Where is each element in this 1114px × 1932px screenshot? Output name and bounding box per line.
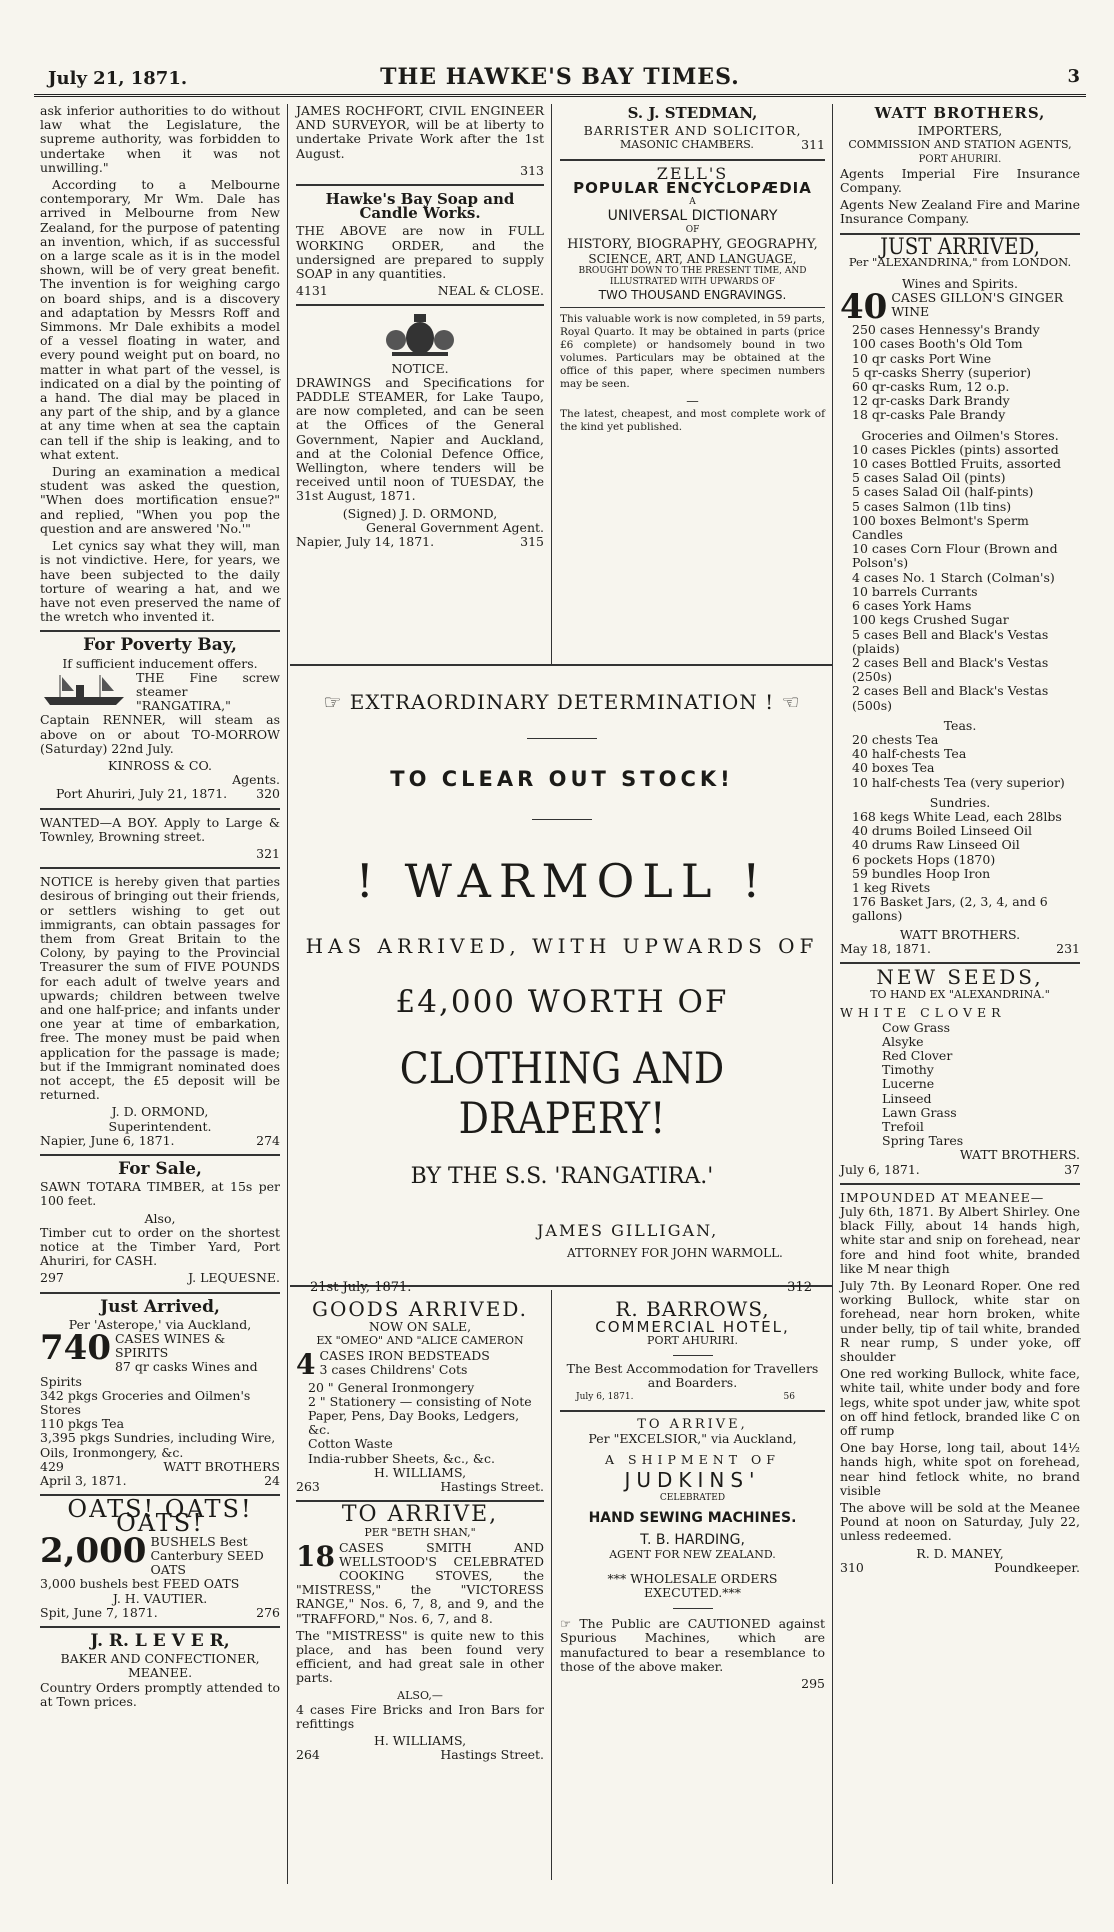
pointing-hand-icon: ☜ — [774, 690, 801, 714]
ad-signature: J. H. VAUTIER. — [112, 1590, 208, 1606]
ad-number: 313 — [520, 162, 544, 178]
ad-title: HAND SEWING MACHINES. — [588, 1510, 797, 1527]
ad-number: 315 — [520, 534, 544, 550]
list-item: 60 qr-casks Rum, 12 o.p. — [852, 379, 1010, 395]
ad-title: HISTORY, BIOGRAPHY, GEOGRAPHY, — [567, 236, 818, 252]
ad-signature: Poundkeeper. — [994, 1559, 1080, 1575]
ad-line: 342 pkgs Groceries and Oilmen's Stores — [40, 1387, 251, 1418]
list-item: 168 kegs White Lead, each 28lbs — [852, 808, 1062, 824]
ad-headline: HAS ARRIVED, WITH UPWARDS OF — [305, 934, 819, 958]
article-text: ask inferior authorities to do without law what the Legislature, the supreme authority, was forbidden to undertake when it was not unwilling." — [40, 103, 280, 175]
section-rule — [290, 664, 832, 666]
section-heading: Wines and Spirits. — [902, 276, 1018, 292]
ad-text: DRAWINGS and Specifications for PADDLE STEAMER, for Lake Taupo, are now completed, and can be seen at the Offices of the General Government, Napier and Auckland, and at the Colonial Defence Office, Wellington, where tenders will be received until noon of TUESDAY, the 31st August, 1871. — [296, 374, 544, 504]
list-item: Lucerne — [882, 1076, 935, 1092]
ad-date: July 6, 1871. — [840, 1161, 920, 1177]
royal-crest-icon — [380, 312, 460, 358]
ad-signature: J. LEQUESNE. — [188, 1270, 280, 1286]
list-item: 12 qr-casks Dark Brandy — [852, 393, 1010, 409]
ad-signature: Agents. — [232, 772, 280, 788]
ad-line: India-rubber Sheets, &c., &c. — [308, 1450, 495, 1466]
ad-text: A — [689, 197, 696, 208]
ad-number: 263 — [296, 1479, 320, 1495]
page-number: 3 — [1067, 66, 1080, 87]
ad-line: CASES GILLON'S GINGER WINE — [891, 290, 1064, 320]
ad-title: UNIVERSAL DICTIONARY — [607, 208, 778, 225]
ad-big-number: 40 — [840, 287, 888, 328]
ad-line: 3,000 bushels best FEED OATS — [40, 1576, 240, 1592]
list-item: Linseed — [882, 1090, 932, 1106]
ad-date: Napier, July 14, 1871. — [296, 534, 435, 550]
list-item: 5 cases Salad Oil (half-pints) — [852, 484, 1034, 500]
ad-signature: H. WILLIAMS, — [373, 1464, 467, 1480]
pointing-hand-icon: ☞ — [560, 1616, 580, 1632]
ad-line: 3 cases Childrens' Cots — [319, 1361, 468, 1377]
ad-text: ALSO,— — [397, 1688, 443, 1702]
ad-title: For Sale, — [118, 1159, 202, 1180]
ad-address: PORT AHURIRI. — [918, 153, 1002, 165]
list-item: Trefoil — [882, 1119, 924, 1134]
list-item: 10 cases Pickles (pints) assorted — [852, 441, 1059, 457]
list-item: 250 cases Hennessy's Brandy — [852, 322, 1040, 338]
ad-number: 310 — [840, 1559, 864, 1575]
column-3-bottom — [560, 1298, 825, 1691]
groceries-list — [840, 443, 1080, 713]
ad-date: 21st July, 1871. — [310, 1280, 412, 1295]
ad-text: July 7th. By Leonard Roper. One red working Bullock, white star on forehead, near horn broken, white under belly, tip of tail white, branded R near rump, S under yoke, off shoulder — [840, 1278, 1080, 1365]
list-item: 10 qr casks Port Wine — [852, 350, 992, 366]
ad-address: Hastings Street. — [440, 1479, 544, 1495]
ad-date: Spit, June 7, 1871. — [40, 1604, 158, 1620]
section-heading: Sundries. — [929, 794, 991, 810]
list-item: 40 half-chests Tea — [852, 746, 967, 762]
ad-number: 274 — [256, 1132, 280, 1148]
list-item: Timothy — [882, 1062, 934, 1078]
column-divider — [551, 104, 552, 664]
ad-text: WANTED—A BOY. Apply to Large & Townley, Browning street. — [40, 814, 280, 844]
ad-text: CASES SMITH AND WELLSTOOD'S CELEBRATED COOKING STOVES, the "MISTRESS," the "VICTORESS RANGE," Nos. 6, 7, 8, and 9, and the "TRAFFORD," Nos. 6, 7, and 8. — [296, 1539, 544, 1626]
ad-text: JAMES ROCHFORT, CIVIL ENGINEER AND SURVEYOR, will be at liberty to undertake Private Work after the 1st August. — [296, 103, 544, 161]
ad-line: 110 pkgs Tea — [40, 1416, 125, 1432]
ad-date: May 18, 1871. — [840, 940, 931, 956]
ad-title: OATS! OATS! OATS! — [67, 1495, 253, 1538]
section-heading: Teas. — [943, 717, 977, 733]
ad-headline: EXTRAORDINARY DETERMINATION ! — [349, 690, 775, 714]
ad-text: BROUGHT DOWN TO THE PRESENT TIME, AND ILLUSTRATED WITH UPWARDS OF — [578, 266, 807, 288]
list-item: 10 barrels Currants — [852, 583, 978, 599]
list-item: 4 cases No. 1 Starch (Colman's) — [852, 569, 1055, 585]
ad-title: R. BARROWS, — [615, 1297, 770, 1321]
article-text: During an examination a medical student was asked the question, "When does mortification ensue?" and replied, "When you pop the question and are answered 'No.'" — [40, 464, 280, 536]
ad-address: PORT AHURIRI. — [647, 1334, 738, 1348]
column-4 — [840, 104, 1080, 1575]
ad-headline: ! WARMOLL ! — [355, 854, 769, 908]
ad-title: NOTICE. — [391, 360, 449, 376]
list-item: 40 drums Boiled Linseed Oil — [852, 823, 1033, 839]
ad-text: The "MISTRESS" is quite new to this place, and has been found very efficient, and had great sale in other parts. — [296, 1627, 544, 1686]
column-divider — [287, 104, 288, 1884]
ad-subtitle: BARRISTER AND SOLICITOR, — [583, 123, 802, 139]
column-1 — [40, 104, 280, 1712]
ad-number: 56 — [783, 1392, 795, 1403]
ad-date: July 6, 1871. — [576, 1392, 634, 1403]
ad-title: For Poverty Bay, — [83, 635, 237, 656]
ad-number: 37 — [1064, 1161, 1080, 1177]
ad-text: The latest, cheapest, and most complete work of the kind yet published. — [560, 408, 825, 434]
list-item: 10 cases Bottled Fruits, assorted — [852, 456, 1061, 472]
ad-text: Agents New Zealand Fire and Marine Insurance Company. — [840, 197, 1080, 227]
ad-number: 320 — [256, 786, 280, 802]
column-2-top — [296, 104, 544, 549]
ad-big-number: 2,000 — [40, 1530, 147, 1571]
ad-line: CASES IRON BEDSTEADS — [319, 1347, 490, 1363]
list-item: 6 cases York Hams — [852, 598, 972, 614]
ad-number: 231 — [1056, 940, 1080, 956]
ad-number: 276 — [256, 1604, 280, 1620]
ad-text: CELEBRATED — [659, 1493, 726, 1504]
newspaper-title: THE HAWKE'S BAY TIMES. — [380, 64, 740, 90]
list-item: Lawn Grass — [882, 1104, 957, 1120]
ad-signature: JAMES GILLIGAN, — [537, 1221, 719, 1240]
ad-text: Timber cut to order on the shortest notice at the Timber Yard, Port Ahuriri, for CASH. — [40, 1224, 280, 1269]
ad-text: OF — [685, 225, 700, 236]
ad-title: Hawke's Bay Soap and Candle Works. — [325, 190, 515, 223]
ad-title: TO ARRIVE, — [637, 1417, 748, 1433]
list-item: Spring Tares — [882, 1133, 964, 1149]
ad-title: SCIENCE, ART, AND LANGUAGE, — [588, 251, 797, 266]
ad-signature: (Signed) J. D. ORMOND, — [342, 505, 498, 521]
ad-title: JUDKINS' — [624, 1467, 761, 1492]
list-item: 100 cases Booth's Old Tom — [852, 336, 1023, 352]
ad-title: NEW SEEDS, — [876, 964, 1044, 989]
ad-signature: General Government Agent. — [366, 519, 544, 535]
ad-number: 264 — [296, 1747, 320, 1763]
ad-signature: Superintendent. — [108, 1118, 212, 1134]
list-item: 176 Basket Jars, (2, 3, 4, and 6 gallons) — [852, 894, 1048, 924]
list-item: 5 cases Salmon (1lb tins) — [852, 498, 1012, 514]
ad-date: Napier, June 6, 1871. — [40, 1132, 175, 1148]
list-item: 20 chests Tea — [852, 731, 939, 747]
ad-date: Port Ahuriri, July 21, 1871. — [56, 786, 228, 802]
ad-subtitle: A SHIPMENT OF — [605, 1451, 780, 1467]
ad-headline: TO CLEAR OUT STOCK! — [390, 767, 734, 791]
ad-subtitle: BAKER AND CONFECTIONER, — [60, 1651, 260, 1667]
ad-text: Agents Imperial Fire Insurance Company. — [840, 165, 1080, 196]
column-3-top: S. J. STEDMAN, BARRISTER AND SOLICITOR, MASONIC CHAMBERS. 311 ZELL'S POPULAR ENCYCLOPÆDIA A UNIVERSAL DICTIONARY OF HISTORY, BIOGRAPHY, GEOGRAPHY, SCIENCE, ART, AND LANGUAGE, BROUGHT DOWN TO THE PRESENT TIME, AND ILLUSTRATED WITH UPWARDS OF TWO THOUSAND ENGRAVINGS. This valuable work is now completed, in 59 parts, Royal Quarto. It may be obtained in parts (price £6 complete) or handsomely bound in two volumes. Particulars may be obtained at the office of this paper, where specimen numbers may be seen. — The latest, cheapest, and most complete work of the kind yet published. — [560, 104, 825, 434]
ad-subtitle: COMMERCIAL HOTEL, — [595, 1318, 790, 1337]
ad-signature: ATTORNEY FOR JOHN WARMOLL. — [567, 1246, 783, 1260]
ad-subtitle: Per "EXCELSIOR," via Auckland, — [588, 1431, 797, 1447]
ad-signature: H. WILLIAMS, — [373, 1733, 467, 1749]
article-text: Let cynics say what they will, man is not vindictive. Here, for years, we have been subjected to the daily torture of wearing a hat, and we have not even preserved the name of the wretch who invented it. — [40, 538, 280, 625]
ad-text: One red working Bullock, white face, white tail, white under body and fore legs, white spot under jaw, white spot on off hind fetlock, branded like C on off rump — [840, 1366, 1080, 1439]
ad-text: July 6th, 1871. By Albert Shirley. One black Filly, about 14 hands high, white star and snip on forehead, near fore and hind foot white, branded like M near thigh — [840, 1204, 1080, 1276]
ad-headline: £4,000 WORTH OF — [395, 984, 729, 1020]
ad-text: NOTICE is hereby given that parties desirous of bringing out their friends, or settlers wishing to get out immigrants, can obtain passages for them from Great Britain to the Colony, by paying to the Provincial Treasurer the sum of FIVE POUNDS for each adult of twelve years and upwards; children between twelve and one half-price; and infants under one year at time of embarkation, free. The money must be paid when application for the passage is made; but if the Immigrant nominated does not accept, the £5 deposit will be returned. — [40, 874, 280, 1103]
ad-signature: AGENT FOR NEW ZEALAND. — [609, 1547, 776, 1561]
issue-date: July 21, 1871. — [48, 68, 188, 89]
ad-signature: KINROSS & CO. — [108, 757, 212, 773]
ad-signature: WATT BROTHERS. — [959, 1147, 1080, 1163]
ad-title: TO ARRIVE, — [341, 1502, 499, 1528]
ad-text: The above will be sold at the Meanee Pound at noon on Saturday, July 22, unless redeemed. — [840, 1500, 1080, 1544]
ad-subtitle: Per 'Asterope,' via Auckland, — [68, 1316, 252, 1332]
ad-title: IMPOUNDED AT MEANEE— — [840, 1189, 1045, 1205]
list-item: 2 cases Bell and Black's Vestas (500s) — [852, 683, 1049, 713]
sundries-list — [840, 810, 1080, 924]
ad-number: 312 — [787, 1280, 812, 1295]
pointing-hand-icon: ☞ — [323, 690, 350, 714]
ad-text: THE Fine screw steamer "RANGATIRA," Captain RENNER, will steam as above on or about TO-MORROW (Saturday) 22nd July. — [40, 669, 280, 756]
ad-line: 87 qr casks Wines and Spirits — [40, 1359, 258, 1389]
list-item: 5 qr-casks Sherry (superior) — [852, 364, 1032, 380]
ad-line: BUSHELS Best Canterbury SEED OATS — [150, 1533, 264, 1578]
ad-number: 24 — [264, 1473, 280, 1489]
ad-number: 321 — [256, 845, 280, 861]
ad-subtitle: If sufficient inducement offers. — [62, 655, 258, 671]
ad-number: 429 — [40, 1458, 64, 1474]
list-item: 10 cases Corn Flour (Brown and Polson's) — [852, 541, 1058, 571]
ad-title: GOODS ARRIVED. — [311, 1297, 529, 1321]
ad-headline: BY THE S.S. 'RANGATIRA.' — [410, 1164, 714, 1189]
column-2-bottom: GOODS ARRIVED. NOW ON SALE, EX "OMEO" AND "ALICE CAMERON 4 CASES IRON BEDSTEADS 3 cases Childrens' Cots 20 " General Ironmongery 2 " Stationery — consisting of Note Paper, Pens, Day Books, Ledgers, &c. Cotton Waste India-rubber Sheets, &c., &c. H. WILLIAMS, 263 Hastings Street. TO ARRIVE, PER "BETH SHAN," 18 CASES SMITH AND WELLSTOOD'S CELEBRATED COOKING STOVES, the "MISTRESS," the "VICTORESS RANGE," Nos. 6, 7, 8, and 9, and the "TRAFFORD," Nos. 6, 7, and 8. The "MISTRESS" is quite new to this place, and has been found very efficient, and had great sale in other parts. ALSO,— 4 cases Fire Bricks and Iron Bars for refittings H. WILLIAMS, 264 Hastings Street. — [296, 1297, 544, 1763]
list-item: 6 pockets Hops (1870) — [852, 851, 996, 867]
wines-list — [840, 323, 1080, 422]
list-item: 59 bundles Hoop Iron — [852, 865, 991, 881]
ad-text: Also, — [144, 1210, 176, 1226]
ad-title: TWO THOUSAND ENGRAVINGS. — [598, 288, 787, 303]
ad-title: Just Arrived, — [100, 1296, 220, 1317]
ad-line: CASES WINES & SPIRITS — [114, 1331, 226, 1361]
ad-number: 4131 — [296, 283, 328, 299]
ad-subtitle: EX "OMEO" AND "ALICE CAMERON — [316, 1334, 524, 1348]
ad-subtitle: PER "BETH SHAN," — [364, 1526, 476, 1540]
ad-number: 297 — [40, 1270, 64, 1286]
ad-number: 295 — [801, 1676, 825, 1692]
column-divider — [551, 1290, 552, 1880]
ad-signature: T. B. HARDING, — [640, 1532, 745, 1549]
ad-text: SAWN TOTARA TIMBER, at 15s per 100 feet. — [40, 1179, 280, 1209]
ad-text: The Public are CAUTIONED against Spurious Machines, which are manufactured to bear a resemblance to those of the above maker. — [560, 1616, 825, 1674]
ad-signature: WATT BROTHERS — [163, 1458, 280, 1474]
ad-address: MASONIC CHAMBERS. — [620, 138, 754, 152]
list-item: 2 cases Bell and Black's Vestas (250s) — [852, 654, 1049, 685]
seeds-list — [870, 1021, 1080, 1149]
ad-subtitle: COMMISSION AND STATION AGENTS, — [848, 138, 1072, 152]
ad-text: This valuable work is now completed, in 59 parts, Royal Quarto. It may be obtained in parts (price £6 complete) or handsomely bound in two volumes. Particulars may be obtained at the office of this paper, where specimen numbers may be seen. — [560, 313, 825, 391]
ad-number: 311 — [801, 137, 825, 153]
ad-line: 20 " General Ironmongery — [308, 1379, 475, 1395]
ad-title: S. J. STEDMAN, — [627, 104, 758, 122]
ad-title: WATT BROTHERS, — [874, 104, 1046, 122]
ad-signature: R. D. MANEY, — [916, 1545, 1004, 1561]
ad-text: 4 cases Fire Bricks and Iron Bars for refittings — [296, 1701, 544, 1732]
ad-signature: WATT BROTHERS. — [899, 926, 1021, 942]
ad-headline: CLOTHING AND DRAPERY! — [399, 1044, 725, 1144]
list-item: 10 half-chests Tea (very superior) — [852, 774, 1065, 790]
ad-signature: NEAL & CLOSE. — [437, 283, 544, 299]
list-item: 100 kegs Crushed Sugar — [852, 612, 1009, 628]
list-item: Alsyke — [882, 1033, 924, 1049]
article-text: According to a Melbourne contemporary, Mr Wm. Dale has arrived in Melbourne from New Zealand, for the purpose of patenting an invention, which, if as successful on a large scale as it is in the model shown, will be of very great benefit. The invention is for weighing cargo on board ships, and is a discovery and adaptation by Messrs Roff and Simmons. Mr Dale exhibits a model of a vessel floating in water, and every pound weight put on board, no matter in what part of the vessel, is indicated on a dial by the pointing of a hand. The dial may be placed in any part of the ship, and by a glance at any time when at sea the captain can tell if the ship is leaking, and to what extent. — [40, 177, 280, 462]
ad-line: 3,395 pkgs Sundries, including Wire, Oils, Ironmongery, &c. — [40, 1430, 276, 1460]
ad-title: J. R. L E V E R, — [90, 1630, 230, 1651]
column-divider — [832, 104, 833, 1884]
ad-big-number: 740 — [40, 1328, 111, 1369]
list-item: Red Clover — [882, 1047, 953, 1063]
ad-subtitle: MEANEE. — [127, 1665, 193, 1681]
steamship-icon — [40, 673, 130, 707]
ad-subtitle: Per "ALEXANDRINA," from LONDON. — [848, 254, 1072, 269]
ad-subtitle: NOW ON SALE, — [368, 1319, 472, 1335]
ad-title: ZELL'S — [656, 163, 729, 183]
list-item: 40 boxes Tea — [852, 760, 935, 776]
list-item: 100 boxes Belmont's Sperm Candles — [852, 512, 1029, 543]
list-item: 5 cases Salad Oil (pints) — [852, 470, 1006, 486]
teas-list — [840, 733, 1080, 790]
list-item: 5 cases Bell and Black's Vestas (plaids) — [852, 626, 1049, 656]
ad-text: Country Orders promptly attended to at Town prices. — [40, 1679, 280, 1709]
ad-text: THE ABOVE are now in FULL WORKING ORDER, and the undersigned are prepared to supply SOAP in any quantities. — [296, 223, 544, 282]
list-item: 1 keg Rivets — [852, 879, 931, 895]
list-item: 40 drums Raw Linseed Oil — [852, 837, 1020, 853]
ad-date: April 3, 1871. — [40, 1473, 127, 1489]
warmoll-advert — [292, 672, 832, 1295]
list-item: 18 qr-casks Pale Brandy — [852, 407, 1006, 423]
list-item: Cow Grass — [882, 1019, 951, 1035]
masthead — [34, 58, 1086, 97]
section-heading: Groceries and Oilmen's Stores. — [861, 427, 1059, 443]
ad-signature: J. D. ORMOND, — [111, 1104, 209, 1120]
ad-line: Cotton Waste — [308, 1436, 393, 1452]
list-item: WHITE CLOVER — [840, 1005, 1006, 1021]
ad-subtitle: IMPORTERS, — [917, 123, 1003, 139]
ad-text: One bay Horse, long tail, about 14½ hands high, white spot on forehead, near hind fetlock white, no brand visible — [840, 1440, 1080, 1498]
ad-text: The Best Accommodation for Travellers and Boarders. — [566, 1360, 819, 1390]
ad-address: Hastings Street. — [440, 1747, 544, 1763]
ad-text: *** WHOLESALE ORDERS EXECUTED.*** — [607, 1570, 778, 1601]
ad-title: JUST ARRIVED, — [880, 234, 1040, 260]
ad-line: 2 " Stationery — consisting of Note Paper, Pens, Day Books, Ledgers, &c. — [308, 1393, 532, 1438]
ad-subtitle: TO HAND EX "ALEXANDRINA." — [870, 988, 1050, 1002]
ad-title: POPULAR ENCYCLOPÆDIA — [573, 178, 812, 197]
